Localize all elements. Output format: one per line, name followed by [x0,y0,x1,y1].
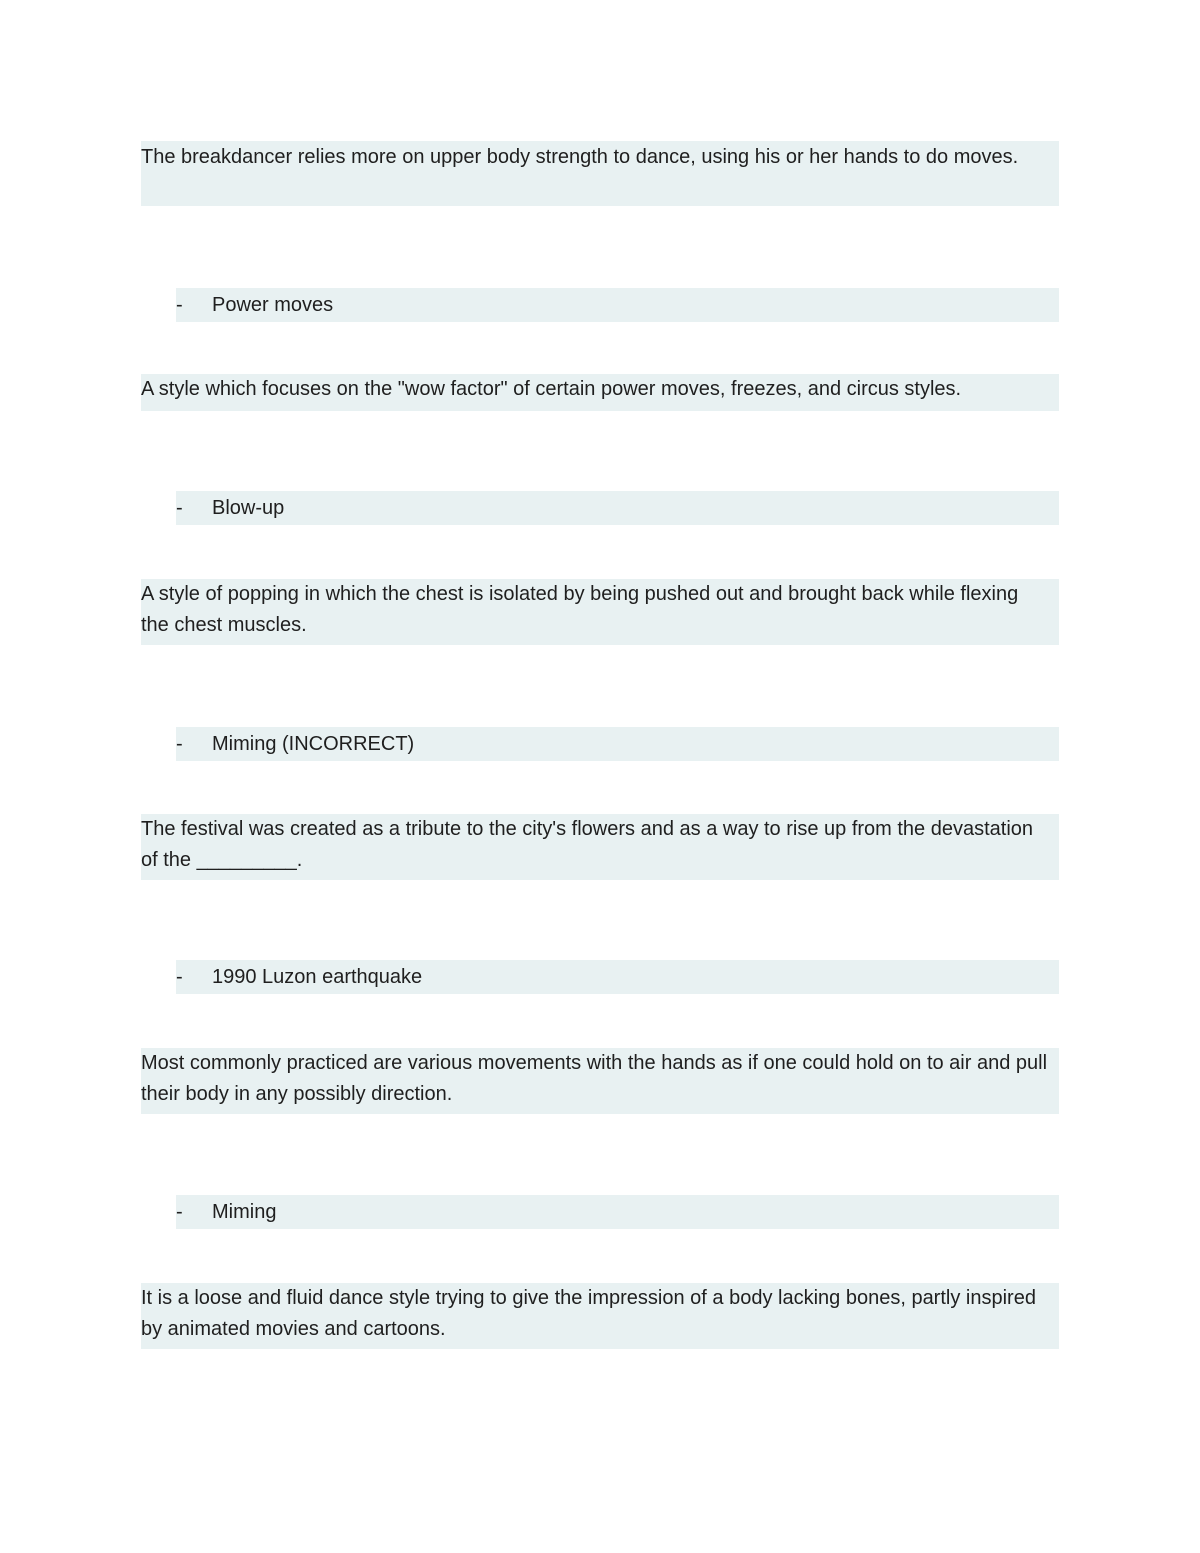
answer-5 [176,1195,1059,1229]
question-6 [141,1283,1059,1349]
bullet-dash: - [176,733,183,755]
question-text: A style which focuses on the "wow factor" of certain power moves, freezes, and circus styles. [141,378,962,400]
question-text: The festival was created as a tribute to the city's flowers and as a way to rise up from the devastation of the _________. [141,818,1034,871]
question-text: Most commonly practiced are various movements with the hands as if one could hold on to air and pull their body in any possibly direction. [141,1052,1048,1105]
answer-1 [176,288,1059,322]
answer-4 [176,960,1059,994]
bullet-dash: - [176,966,183,988]
question-text: It is a loose and fluid dance style trying to give the impression of a body lacking bones, partly inspired by animated movies and cartoons. [141,1287,1036,1340]
question-5 [141,1048,1059,1114]
bullet-dash: - [176,294,183,316]
question-text: A style of popping in which the chest is isolated by being pushed out and brought back while flexing the chest muscles. [141,583,1019,636]
answer-text: Miming [212,1201,277,1223]
question-4 [141,814,1059,880]
answer-text: Power moves [212,294,334,316]
question-text: The breakdancer relies more on upper body strength to dance, using his or her hands to do moves. [141,146,1019,168]
answer-2 [176,491,1059,525]
answer-text: Blow-up [212,497,285,519]
question-2 [141,374,1059,411]
question-1 [141,141,1059,206]
bullet-dash: - [176,497,183,519]
bullet-dash: - [176,1201,183,1223]
answer-text: 1990 Luzon earthquake [212,966,423,988]
question-3 [141,579,1059,645]
answer-3 [176,727,1059,761]
answer-text: Miming (INCORRECT) [212,733,415,755]
